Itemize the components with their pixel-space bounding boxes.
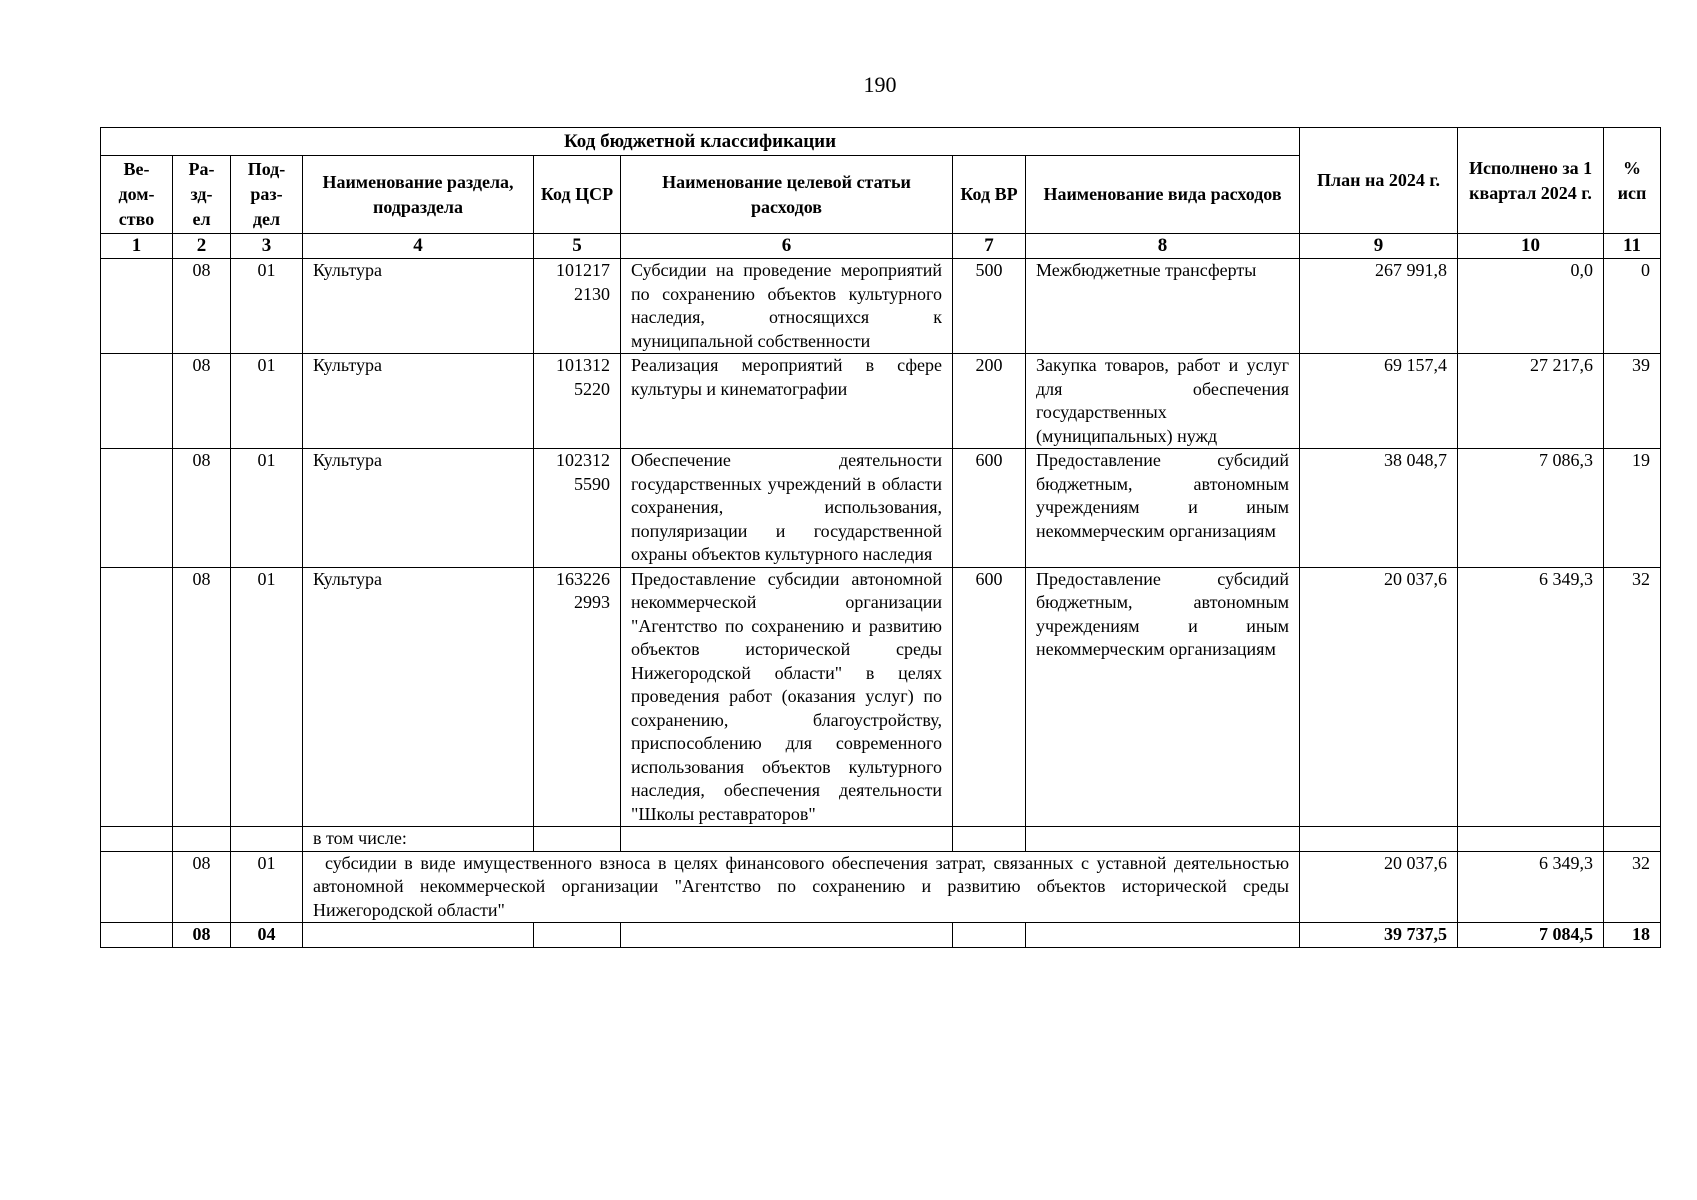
vr-cell: 500	[953, 259, 1026, 354]
csr-cell: 101312 5220	[534, 354, 621, 449]
razdel-cell: 08	[173, 567, 231, 827]
header-row-group	[101, 128, 1661, 156]
column-number: 9	[1300, 234, 1458, 259]
table-row	[101, 259, 1661, 354]
plan-cell: 38 048,7	[1300, 449, 1458, 568]
done-cell: 7 086,3	[1458, 449, 1604, 568]
col-header-podrazdel: Под- раз- дел	[231, 156, 303, 234]
vr-cell: 200	[953, 354, 1026, 449]
plan-cell: 69 157,4	[1300, 354, 1458, 449]
col-header-target-name: Наименование целевой статьи расходов	[621, 156, 953, 234]
target-name-cell: Обеспечение деятельности государственных учреждений в области сохранения, использования, популяризации и государственной охраны объектов культурного наследия	[621, 449, 953, 568]
podrazdel-cell: 01	[231, 354, 303, 449]
podrazdel-cell: 04	[231, 923, 303, 948]
col-header-plan: План на 2024 г.	[1300, 128, 1458, 234]
pct-cell: 32	[1604, 567, 1661, 827]
table-row	[101, 449, 1661, 568]
vedomstvo-cell	[101, 354, 173, 449]
sub-row-text: субсидии в виде имущественного взноса в целях финансового обеспечения затрат, связанных с уставной деятельностью автономной некоммерческой организации "Агентство по сохранению и развитию объектов исторической среды Нижегородской области"	[303, 851, 1300, 923]
column-number: 1	[101, 234, 173, 259]
col-header-razdel-name: Наименование раздела, подраздела	[303, 156, 534, 234]
razdel-cell: 08	[173, 354, 231, 449]
csr-cell: 163226 2993	[534, 567, 621, 827]
plan-cell: 20 037,6	[1300, 567, 1458, 827]
column-number: 6	[621, 234, 953, 259]
podrazdel-cell: 01	[231, 259, 303, 354]
column-number: 4	[303, 234, 534, 259]
pct-cell: 39	[1604, 354, 1661, 449]
razdel-name-cell: Культура	[303, 567, 534, 827]
pct-cell: 18	[1604, 923, 1661, 948]
col-header-vr: Код ВР	[953, 156, 1026, 234]
table-row	[101, 567, 1661, 827]
vr-cell: 600	[953, 567, 1026, 827]
csr-cell: 102312 5590	[534, 449, 621, 568]
plan-cell: 267 991,8	[1300, 259, 1458, 354]
razdel-cell: 08	[173, 449, 231, 568]
vedomstvo-cell	[101, 259, 173, 354]
column-number: 8	[1026, 234, 1300, 259]
plan-cell: 20 037,6	[1300, 851, 1458, 923]
col-header-razdel: Ра- зд- ел	[173, 156, 231, 234]
table-row	[101, 354, 1661, 449]
col-header-done: Исполнено за 1 квартал 2024 г.	[1458, 128, 1604, 234]
vr-cell: 600	[953, 449, 1026, 568]
target-name-cell: Предоставление субсидии автономной некоммерческой организации "Агентство по сохранению и развитию объектов исторической среды Нижегородской области" в целях проведения работ (оказания услуг) по сохранению, благоустройству, приспособлению для современного использования объектов культурного наследия, обеспечения деятельности "Школы реставраторов"	[621, 567, 953, 827]
budget-table	[100, 127, 1661, 948]
done-cell: 0,0	[1458, 259, 1604, 354]
page-number: 190	[863, 72, 897, 97]
razdel-cell: 08	[173, 923, 231, 948]
pct-cell: 19	[1604, 449, 1661, 568]
column-number: 3	[231, 234, 303, 259]
column-number: 10	[1458, 234, 1604, 259]
column-number: 2	[173, 234, 231, 259]
col-header-csr: Код ЦСР	[534, 156, 621, 234]
csr-cell: 101217 2130	[534, 259, 621, 354]
vr-name-cell: Межбюджетные трансферты	[1026, 259, 1300, 354]
sub-row	[101, 851, 1661, 923]
razdel-cell: 08	[173, 259, 231, 354]
budget-classification-header: Код бюджетной классификации	[101, 128, 1300, 156]
column-number-row	[101, 234, 1661, 259]
razdel-name-cell: Культура	[303, 259, 534, 354]
pct-cell: 32	[1604, 851, 1661, 923]
col-header-vedomstvo: Ве- дом- ство	[101, 156, 173, 234]
target-name-cell: Реализация мероприятий в сфере культуры и кинематографии	[621, 354, 953, 449]
done-cell: 7 084,5	[1458, 923, 1604, 948]
vedomstvo-cell	[101, 567, 173, 827]
done-cell: 6 349,3	[1458, 851, 1604, 923]
total-row	[101, 923, 1661, 948]
col-header-vr-name: Наименование вида расходов	[1026, 156, 1300, 234]
podrazdel-cell: 01	[231, 449, 303, 568]
done-cell: 27 217,6	[1458, 354, 1604, 449]
plan-cell: 39 737,5	[1300, 923, 1458, 948]
razdel-name-cell: Культура	[303, 354, 534, 449]
vr-name-cell: Предоставление субсидий бюджетным, автономным учреждениям и иным некоммерческим организациям	[1026, 449, 1300, 568]
vedomstvo-cell	[101, 449, 173, 568]
razdel-cell: 08	[173, 851, 231, 923]
in-that-number-label: в том числе:	[303, 827, 534, 852]
target-name-cell: Субсидии на проведение мероприятий по сохранению объектов культурного наследия, относящихся к муниципальной собственности	[621, 259, 953, 354]
razdel-name-cell: Культура	[303, 449, 534, 568]
vr-name-cell: Предоставление субсидий бюджетным, автономным учреждениям и иным некоммерческим организациям	[1026, 567, 1300, 827]
vr-name-cell: Закупка товаров, работ и услуг для обеспечения государственных (муниципальных) нужд	[1026, 354, 1300, 449]
podrazdel-cell: 01	[231, 567, 303, 827]
column-number: 11	[1604, 234, 1661, 259]
col-header-pct: % исп	[1604, 128, 1661, 234]
podrazdel-cell: 01	[231, 851, 303, 923]
column-number: 7	[953, 234, 1026, 259]
column-number: 5	[534, 234, 621, 259]
done-cell: 6 349,3	[1458, 567, 1604, 827]
in-that-number-row	[101, 827, 1661, 852]
pct-cell: 0	[1604, 259, 1661, 354]
